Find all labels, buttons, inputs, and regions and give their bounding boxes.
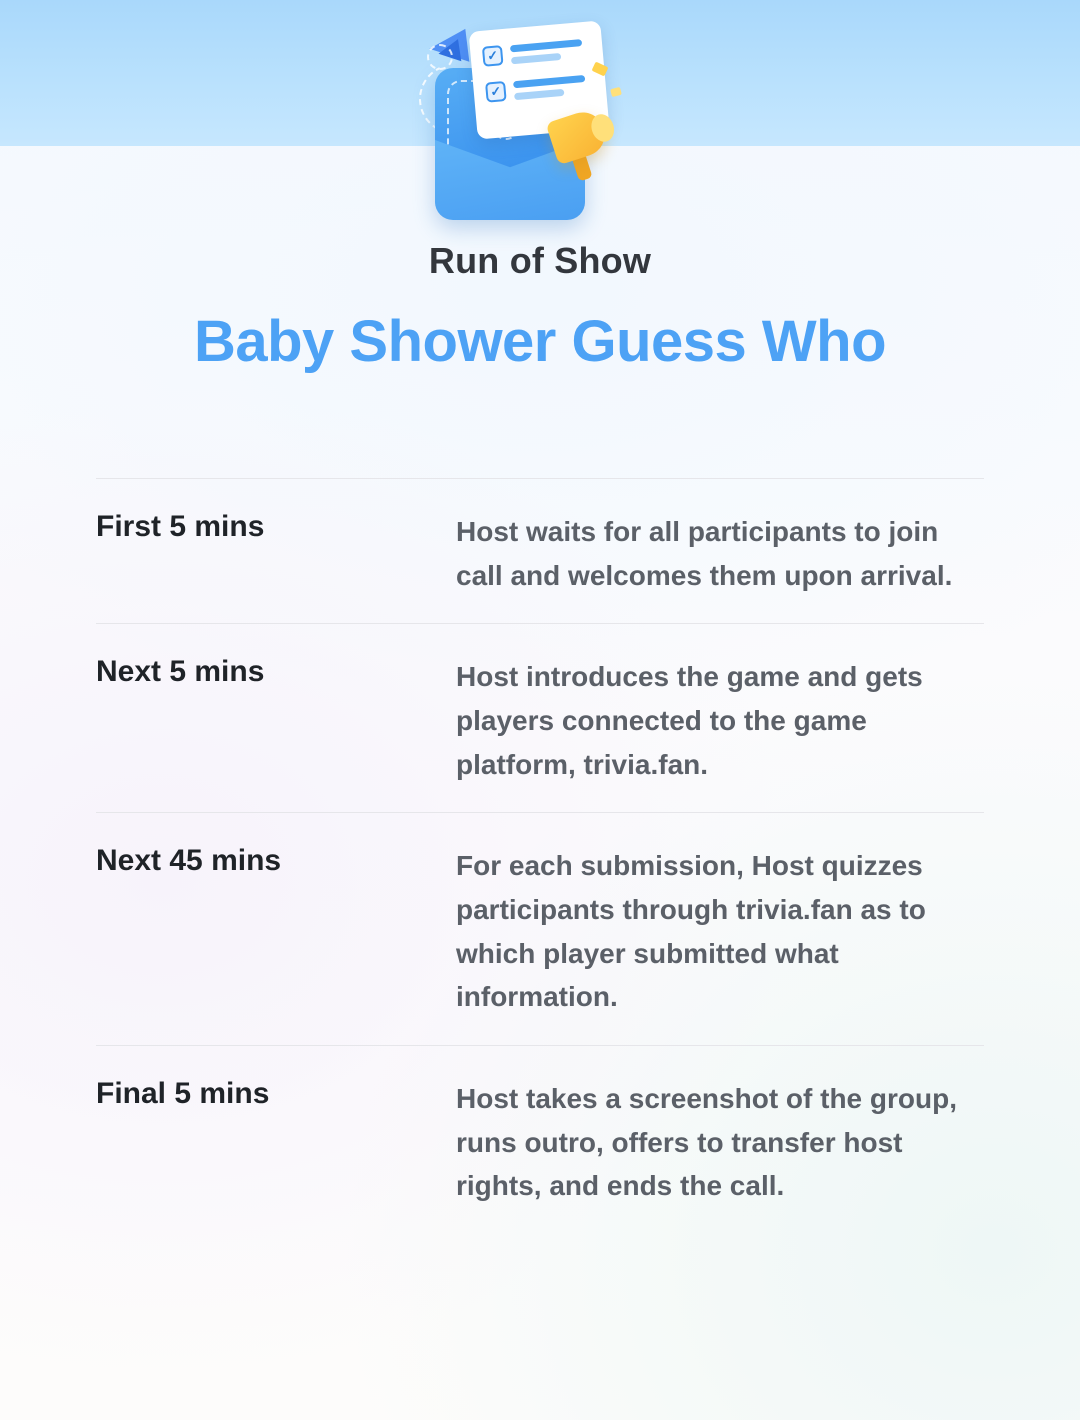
page-kicker: Run of Show — [428, 240, 652, 281]
checklist-lines — [510, 39, 583, 64]
row-description: For each submission, Host quizzes participants through trivia.fan as to which player submitted what information. — [456, 850, 926, 1013]
row-description: Host introduces the game and gets players connected to the game platform, trivia.fan. — [456, 661, 923, 780]
checklist-lines — [513, 74, 586, 99]
checklist-row — [485, 74, 586, 103]
envelope-checklist-megaphone-icon — [425, 18, 655, 223]
table-row — [96, 1045, 984, 1228]
table-row — [96, 478, 984, 623]
run-of-show-table — [96, 478, 984, 1228]
text-line — [510, 39, 582, 52]
row-time-label: Final 5 mins — [96, 1077, 270, 1111]
table-row — [96, 812, 984, 1045]
table-row — [96, 623, 984, 812]
text-line — [513, 74, 585, 87]
row-description: Host waits for all participants to join call and welcomes them upon arrival. — [456, 516, 953, 591]
text-line — [511, 53, 561, 64]
dashed-circle-decor — [427, 44, 453, 70]
row-time-label: Next 5 mins — [96, 655, 265, 689]
text-line — [514, 88, 564, 99]
hero-illustration — [0, 18, 1080, 233]
confetti-piece — [610, 87, 622, 97]
checkbox-icon: ✓ — [482, 45, 504, 67]
row-time-label: Next 45 mins — [96, 844, 282, 878]
checklist-row — [482, 38, 583, 67]
row-description: Host takes a screenshot of the group, runs outro, offers to transfer host rights, and ends the call. — [456, 1083, 957, 1202]
checkbox-icon: ✓ — [485, 81, 507, 103]
row-time-label: First 5 mins — [96, 510, 265, 543]
page-title: Baby Shower Guess Who — [193, 309, 887, 374]
